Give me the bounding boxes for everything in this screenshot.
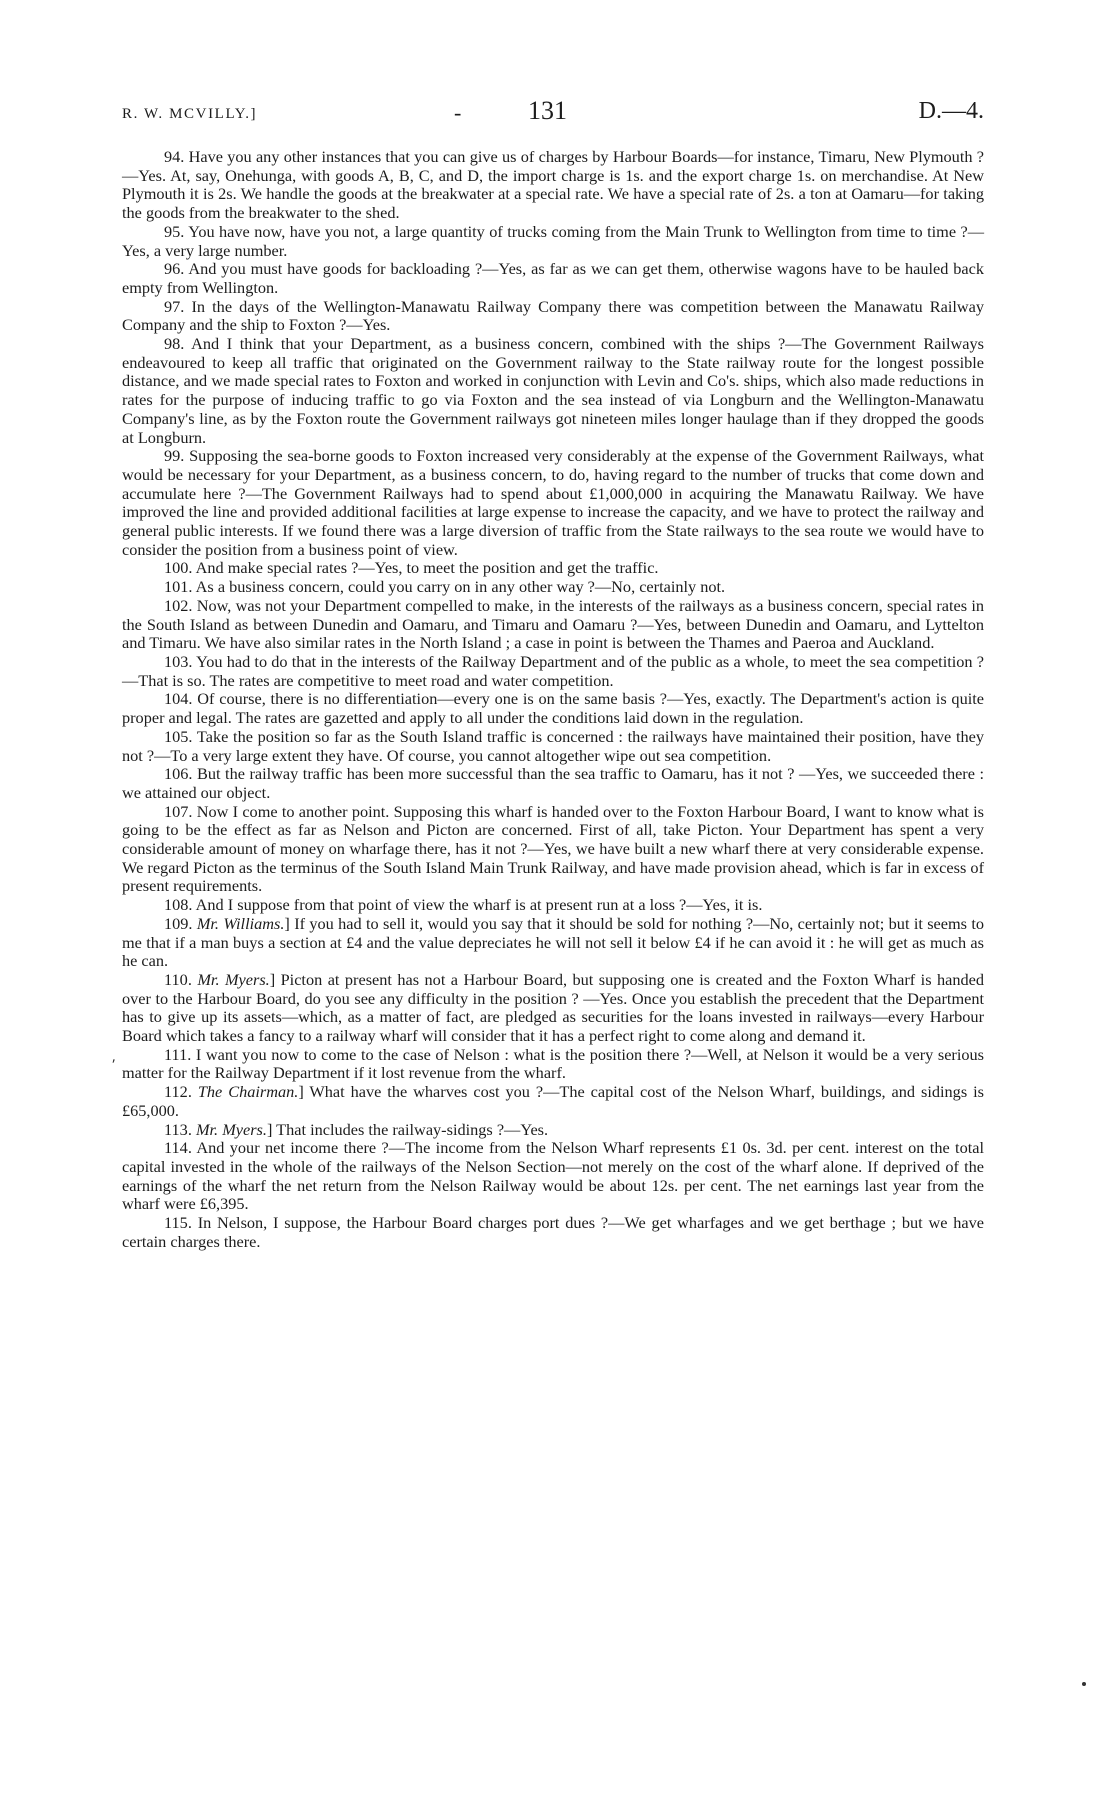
paragraph: 106. But the railway traffic has been more successful than the sea traffic to Oamaru, has it not ? —Yes, we succeeded there : we attained our object. xyxy=(122,764,984,802)
paragraph: 94. Have you any other instances that you can give us of charges by Harbour Boards—for instance, Timaru, New Plymouth ?—Yes. At, say, Onehunga, with goods A, B, C, and D, the import charge is 1s. and the export charge 1s. on merchandise. At New Plymouth it is 2s. We handle the goods at the breakwater at a special rate. We have a special rate of 2s. a ton at Oamaru—for taking the goods from the breakwater to the shed. xyxy=(122,147,984,223)
paragraph: 114. And your net income there ?—The income from the Nelson Wharf represents £1 0s. 3d. per cent. interest on the total capital invested in the whole of the railways of the Nelson Section—not merely on the cost of the wharf alone. If deprived of the earnings of the wharf the net return from the Nelson Railway would be about 12s. per cent. The net earnings last year from the wharf were £6,395. xyxy=(122,1138,984,1214)
paragraph: 97. In the days of the Wellington-Manawatu Railway Company there was competition between the Manawatu Railway Company and the ship to Foxton ?—Yes. xyxy=(122,296,984,335)
page-number: 131 xyxy=(528,96,567,125)
paragraph: 95. You have now, have you not, a large quantity of trucks coming from the Main Trunk to Wellington from time to time ?—Yes, a very large number. xyxy=(122,221,984,260)
paragraph-text: ] That includes the railway-sidings ?—Yes. xyxy=(266,1119,549,1139)
paragraph: 104. Of course, there is no differentiation—every one is on the same basis ?—Yes, exactly. The Department's action is quite proper and legal. The rates are gazetted and apply to all under the conditions laid down in the regulation. xyxy=(122,689,984,728)
document-id: D.—4. xyxy=(918,98,984,124)
paragraph: 102. Now, was not your Department compelled to make, in the interests of the railways as a business concern, special rates in the South Island as between Dunedin and Oamaru, and Timaru and Oamaru ?—Yes, between Dunedin and Oamaru, and Lyttelton and Timaru. We have also similar rates in the North Island ; a case in point is between the Thames and Paeroa and Auckland. xyxy=(122,595,984,653)
paragraph: 115. In Nelson, I suppose, the Harbour Board charges port dues ?—We get wharfages and we get berthage ; but we have certain charges there. xyxy=(122,1213,984,1251)
margin-mark: ⸴ xyxy=(112,1052,116,1067)
paragraph: 103. You had to do that in the interests of the Railway Department and of the public as a whole, to meet the sea competition ?—That is so. The rates are competitive to meet road and water competition. xyxy=(122,651,984,690)
speaker-name: Mr. Myers. xyxy=(197,969,270,989)
paragraph: 111. I want you now to come to the case of Nelson : what is the position there ?—Well, at Nelson it would be a very serious matter for the Railway Department if it lost revenue from the wharf. xyxy=(122,1044,984,1083)
paragraph: 99. Supposing the sea-borne goods to Foxton increased very considerably at the expense of the Government Railways, what would be necessary for your Department, as a business concern, to do, having regard to the number of trucks that come down and accumulate here ?—The Government Railways had to spend about £1,000,000 in acquiring the Manawatu Railway. We have improved the line and provided additional facilities at large expense to increase the capacity, and we have to protect the railway and general public interests. If we found there was a large diversion of traffic from the State railways to the sea route we would have to consider the position from a business point of view. xyxy=(122,446,984,559)
paragraph: 98. And I think that your Department, as a business concern, combined with the ships ?—The Government Railways endeavoured to keep all traffic that originated on the Government railway to the State railway route for the longest possible distance, and we made special rates to Foxton and worked in conjunction with Levin and Co's. ships, which also made reductions in rates for the purpose of inducing traffic to go via Foxton and the sea instead of via Longburn and the Wellington-Manawatu Company's line, as by the Foxton route the Government railways got nineteen miles longer haulage than if they dropped the goods at Longburn. xyxy=(122,334,984,447)
paragraph: 100. And make special rates ?—Yes, to meet the position and get the traffic. xyxy=(164,558,659,578)
header-dash: - xyxy=(454,100,462,125)
paragraph-text: ] What have the wharves cost you ?—The capital cost of the Nelson Wharf, buildings, and sidings is £65,000. xyxy=(122,1082,984,1120)
paragraph-text: ] If you had to sell it, would you say that it should be sold for nothing ?—No, certainly not; but it seems to me that if a man buys a section at £4 and the value depreciates he will not sell it below £4 if he can avoid it : he will get as much as he can. xyxy=(122,913,985,971)
question-number: 110. xyxy=(164,969,198,989)
page-body xyxy=(122,148,984,1251)
question-number: 112. xyxy=(164,1082,198,1102)
paragraph: 108. And I suppose from that point of view the wharf is at present run at a loss ?—Yes, it is. xyxy=(164,895,763,915)
paragraph-text: ] Picton at present has not a Harbour Board, but supposing one is created and the Foxton Wharf is handed over to the Harbour Board, do you see any difficulty in the position ? —Yes. Once you establish the precedent that the Department has to give up its assets—which, as a matter of fact, are pledged as securities for the loans invested in railways—every Harbour Board which takes a fancy to a railway wharf will consider that it has a perfect right to come along and demand it. xyxy=(122,969,985,1046)
speaker-name: Mr. Williams. xyxy=(196,913,285,933)
paragraph: 107. Now I come to another point. Supposing this wharf is handed over to the Foxton Harbour Board, I want to know what is going to be the effect as far as Nelson and Picton are concerned. First of all, take Picton. Your Department has spent a very considerable amount of money on wharfage there, has it not ?—Yes, we have built a new wharf there at very considerable expense. We regard Picton as the terminus of the South Island Main Trunk Railway, and have made provision ahead, which is far in excess of present requirements. xyxy=(122,801,984,896)
page-header xyxy=(122,96,984,134)
speck-mark xyxy=(1082,1682,1086,1686)
paragraph: 101. As a business concern, could you carry on in any other way ?—No, certainly not. xyxy=(164,577,726,597)
paragraph xyxy=(122,971,984,1046)
question-number: 113. xyxy=(164,1119,196,1139)
paragraph: 105. Take the position so far as the South Island traffic is concerned : the railways have maintained their position, have they not ?—To a very large extent they have. Of course, you cannot altogether wipe out sea competition. xyxy=(122,726,984,765)
speaker-name: The Chairman. xyxy=(197,1082,299,1102)
speaker-name: Mr. Myers. xyxy=(195,1119,267,1139)
paragraph xyxy=(122,915,984,971)
question-number: 109. xyxy=(164,913,197,933)
paragraph: 96. And you must have goods for backloading ?—Yes, as far as we can get them, otherwise wagons have to be hauled back empty from Wellington. xyxy=(122,259,984,297)
header-author: R. W. MCVILLY.] xyxy=(122,106,258,122)
paragraph xyxy=(122,1083,984,1120)
paragraph xyxy=(122,1121,984,1140)
